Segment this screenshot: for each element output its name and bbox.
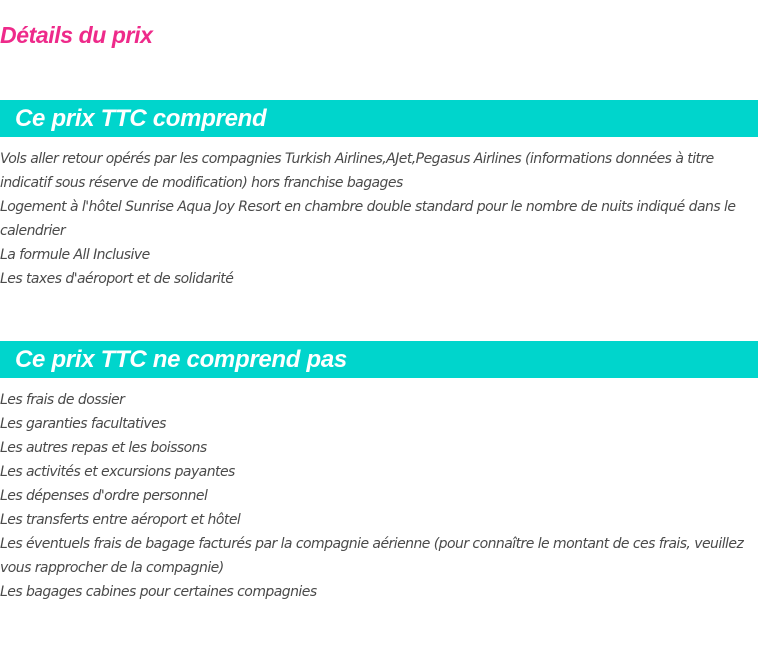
included-items-list	[0, 147, 758, 291]
included-section-heading: Ce prix TTC comprend	[15, 105, 267, 132]
excluded-item: Les garanties facultatives	[0, 416, 166, 432]
page-title: Détails du prix	[0, 22, 153, 48]
excluded-item: Les autres repas et les boissons	[0, 440, 207, 456]
excluded-item: Les éventuels frais de bagage facturés par la compagnie aérienne (pour connaître le montant de ces frais, veuillez vous rapprocher de la compagnie)	[0, 536, 744, 576]
excluded-item: Les bagages cabines pour certaines compagnies	[0, 584, 317, 600]
included-section-banner	[0, 100, 758, 137]
excluded-item: Les dépenses d'ordre personnel	[0, 488, 208, 504]
excluded-section-heading: Ce prix TTC ne comprend pas	[15, 346, 347, 373]
included-item: Vols aller retour opérés par les compagnies Turkish Airlines,AJet,Pegasus Airlines (informations données à titre indicatif sous réserve de modification) hors franchise bagages	[0, 151, 714, 191]
excluded-section-banner	[0, 341, 758, 378]
included-item: Logement à l'hôtel Sunrise Aqua Joy Resort en chambre double standard pour le nombre de nuits indiqué dans le calendrier	[0, 199, 736, 239]
excluded-item: Les activités et excursions payantes	[0, 464, 235, 480]
included-item: La formule All Inclusive	[0, 247, 150, 263]
included-item: Les taxes d'aéroport et de solidarité	[0, 271, 234, 287]
excluded-item: Les frais de dossier	[0, 392, 125, 408]
excluded-item: Les transferts entre aéroport et hôtel	[0, 512, 241, 528]
excluded-items-list	[0, 388, 758, 604]
